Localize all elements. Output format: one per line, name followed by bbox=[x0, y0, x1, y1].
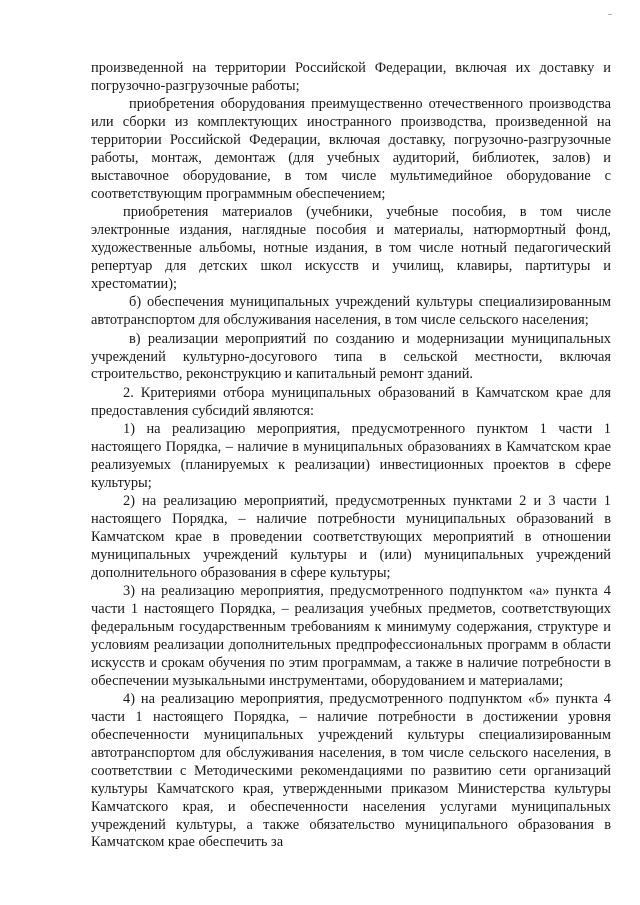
paragraph-criterion-2: 2) на реализацию мероприятий, предусмотренных пунктами 2 и 3 части 1 настоящего Порядка, – наличие потребности муниципальных образований в Камчатском крае в проведении соответствующих мероприятий в отношении муниципальных учреждений культуры и (или) муниципальных учреждений дополнительного образования в сфере культуры; bbox=[91, 493, 611, 581]
paragraph-item-b: б) обеспечения муниципальных учреждений культуры специализированным автотранспортом для обслуживания населения, в том числе сельского населения; bbox=[91, 294, 611, 329]
paragraph-criterion-1: 1) на реализацию мероприятия, предусмотренного пунктом 1 части 1 настоящего Порядка, – наличие в муниципальных образованиях в Камчатском крае реализуемых (планируемых к реализации) инвестиционных проектов в сфере культуры; bbox=[91, 421, 611, 491]
paragraph-criterion-3: 3) на реализацию мероприятия, предусмотренного подпунктом «а» пункта 4 части 1 настоящего Порядка, – реализация учебных предметов, соответствующих федеральным государственным требованиям к минимуму содержания, структуре и условиям реализации дополнительных предпрофессиональных программ в области искусств и срокам обучения по этим программам, а также в наличие потребности в обеспечении музыкальными инструментами, оборудованием и материалами; bbox=[91, 583, 611, 689]
paragraph-equipment: приобретения оборудования преимущественно отечественного производства или сборки из комплектующих иностранного производства, произведенной на территории Российской Федерации, включая доставку, погрузочно-разгрузочные работы, монтаж, демонтаж (для учебных аудиторий, библиотек, залов) и выставочное оборудование, в том числе мультимедийное оборудование с соответствующим программным обеспечением; bbox=[91, 96, 611, 202]
document-body bbox=[91, 60, 611, 853]
paragraph-materials: приобретения материалов (учебники, учебные пособия, в том числе электронные издания, наглядные пособия и материалы, натюрмортный фонд, художественные альбомы, нотные издания, в том числе нотный педагогический репертуар для детских школ искусств и училищ, клавиры, партитуры и хрестоматии); bbox=[91, 204, 611, 292]
paragraph-criterion-4: 4) на реализацию мероприятия, предусмотренного подпунктом «б» пункта 4 части 1 настоящего Порядка, – наличие потребности в достижении уровня обеспеченности муниципальных учреждений культуры специализированным автотранспортом для обслуживания населения, в том числе сельского населения, в соответствии с Методическими рекомендациями по развитию сети организаций культуры Камчатского края, утвержденными приказом Министерства культуры Камчатского края, и обеспеченности населения услугами муниципальных учреждений культуры, а также обязательство муниципального образования в Камчатском крае обеспечить за bbox=[91, 691, 611, 851]
scan-mark bbox=[608, 14, 612, 15]
paragraph-item-v: в) реализации мероприятий по созданию и модернизации муниципальных учреждений культурно-досугового типа в сельской местности, включая строительство, реконструкцию и капитальный ремонт зданий. bbox=[91, 330, 611, 383]
paragraph-criteria: 2. Критериями отбора муниципальных образований в Камчатском крае для предоставления субсидий являются: bbox=[91, 384, 611, 419]
paragraph-continuation: произведенной на территории Российской Федерации, включая их доставку и погрузочно-разгрузочные работы; bbox=[91, 60, 611, 94]
